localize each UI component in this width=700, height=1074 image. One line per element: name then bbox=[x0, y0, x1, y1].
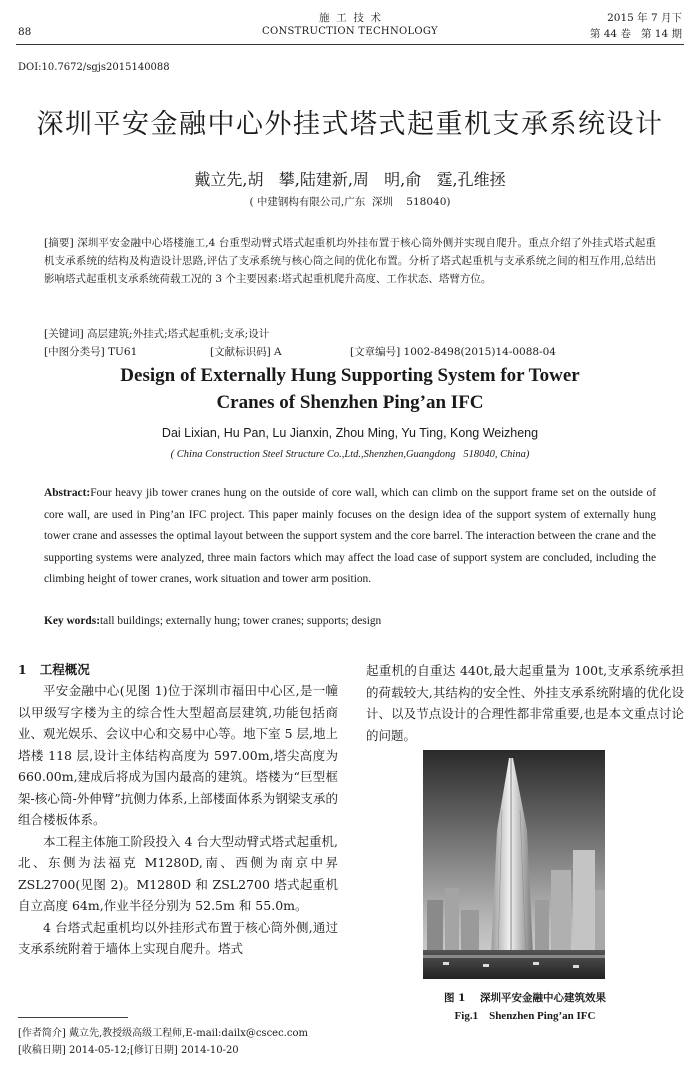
paragraph-2: 本工程主体施工阶段投入 4 台大型动臂式塔式起重机,北、东侧为法福克 M1280D,南、西侧为南京中昇 ZSL2700(见图 2)。M1280D 和 ZSL2700 塔式起重机自立高度 64m,作业半径分别为 52.5m 和 55.0m。 bbox=[18, 833, 338, 913]
footnote-author-text: 戴立先,教授级高级工程师,E-mail:dailx@cscec.com bbox=[69, 1028, 308, 1039]
issue-volume: 第 44 卷 第 14 期 bbox=[589, 28, 682, 40]
footnote-dates-label: [收稿日期] bbox=[18, 1045, 66, 1056]
paragraph-1: 平安金融中心(见图 1)位于深圳市福田中心区,是一幢以甲级写字楼为主的综合性大型超高层建筑,功能包括商业、观光娱乐、会议中心和交易中心等。地下室 5 层,地上塔楼 118 层,设计主体结构高度为 597.00m,塔尖高度为 660.00m,建成后将成为国内最高的建筑。塔楼为“巨型框架-核心筒-外伸臂”抗侧力体系,上部楼面体系为钢梁支承的组合楼板体系。 bbox=[18, 683, 338, 827]
affiliation-en: ( China Construction Steel Structure Co.,Ltd.,Shenzhen,Guangdong 518040, China) bbox=[170, 449, 530, 460]
tower-rendering-graphic bbox=[423, 750, 605, 979]
classification-row bbox=[44, 344, 656, 360]
right-column-body bbox=[366, 660, 684, 746]
left-column-body bbox=[18, 680, 338, 960]
footnote-rule bbox=[18, 1017, 128, 1018]
abstract-cn bbox=[44, 234, 656, 288]
footnote-author-label: [作者简介] bbox=[18, 1028, 66, 1039]
journal-name-cn: 施 工 技 术 bbox=[318, 12, 382, 24]
title-cn: 深圳平安金融中心外挂式塔式起重机支承系统设计 bbox=[36, 109, 664, 140]
keywords-en-text: tall buildings; externally hung; tower cranes; supports; design bbox=[100, 615, 382, 627]
keywords-en-label: Key words bbox=[44, 615, 97, 627]
authors-cn: 戴立先,胡 攀,陆建新,周 明,俞 霆,孔维拯 bbox=[194, 170, 506, 189]
figure-1-image bbox=[423, 750, 605, 979]
keywords-cn-label: [关键词] bbox=[44, 328, 84, 340]
doi: DOI:10.7672/sgjs2015140088 bbox=[18, 62, 170, 73]
paragraph-3: 4 台塔式起重机均以外挂形式布置于核心筒外侧,通过支承系统附着于墙体上实现自爬升。塔式 bbox=[18, 919, 338, 956]
footnote-dates bbox=[18, 1041, 239, 1056]
footnote-author bbox=[18, 1024, 308, 1039]
title-en-line2: Cranes of Shenzhen Ping’an IFC bbox=[216, 392, 484, 413]
abstract-cn-label: [摘要] bbox=[44, 237, 74, 249]
title-en-line1: Design of Externally Hung Supporting System for Tower bbox=[120, 365, 580, 386]
clc-code: [中图分类号] TU61 bbox=[44, 346, 138, 358]
doc-code: [文献标识码] A bbox=[210, 346, 282, 358]
affiliation-cn: ( 中建钢构有限公司,广东 深圳 518040) bbox=[249, 196, 451, 208]
abstract-en: Abstract:Four heavy jib tower cranes hung on the outside of core wall, which can climb on the support frame set on the outside of core wall, are used in Ping’an IFC project. This paper mainly focuses on the design idea of the support system of externally hung tower crane and assesses the optimal layout between the support system and the core barrel. The interaction between the crane and the supporting systems were analyzed, three main factors which may affect the load case of support system are concluded, including the climbing height of tower cranes, work situation and tower arm position. bbox=[44, 487, 656, 585]
issue-date: 2015 年 7 月下 bbox=[607, 12, 682, 24]
keywords-cn-text: 高层建筑;外挂式;塔式起重机;支承;设计 bbox=[87, 328, 270, 340]
article-number: [文章编号] 1002-8498(2015)14-0088-04 bbox=[350, 346, 556, 358]
page-number: 88 bbox=[18, 26, 32, 38]
abstract-en-text: Four heavy jib tower cranes hung on the outside of core wall, which can climb on the support frame set on the outside of core wall, are used in Ping’an IFC project. This paper mainly focuses on the design idea of the support system of externally hung tower crane and assesses the optimal layout between the support system and the core barrel. The interaction between the crane and the supporting systems were analyzed, three main factors which may affect the load case of support system are concluded, including the climbing height of tower cranes, work situation and tower arm position. bbox=[44, 487, 656, 585]
figure-1-caption-en: Fig.1 Shenzhen Ping’an IFC bbox=[454, 1010, 596, 1022]
journal-name-en: CONSTRUCTION TECHNOLOGY bbox=[262, 26, 438, 37]
header-rule bbox=[16, 44, 684, 45]
paragraph-4: 起重机的自重达 440t,最大起重量为 100t,支承系统承担的荷载较大,其结构的安全性、外挂支承系统附墙的优化设计、以及节点设计的合理性都非常重要,也是本文重点讨论的问题。 bbox=[366, 663, 684, 743]
keywords-en: Key words:tall buildings; externally hung; tower cranes; supports; design bbox=[44, 615, 382, 627]
abstract-en-label: Abstract bbox=[44, 487, 87, 499]
abstract-cn-text: 深圳平安金融中心塔楼施工,4 台重型动臂式塔式起重机均外挂布置于核心筒外侧并实现自爬升。重点介绍了外挂式塔式起重机支承系统的结构及构造设计思路,评估了支承系统与核心筒之间的优化布置。分析了塔式起重机与支承系统之间的相互作用,总结出影响塔式起重机支承系统荷载工况的 3 个主要因素:塔式起重机爬升高度、工作状态、塔臂方位。 bbox=[44, 237, 656, 285]
footnote-dates-text: 2014-05-12;[修订日期] 2014-10-20 bbox=[69, 1045, 239, 1056]
section-1-heading: 1 工程概况 bbox=[18, 662, 90, 677]
authors-en: Dai Lixian, Hu Pan, Lu Jianxin, Zhou Ming, Yu Ting, Kong Weizheng bbox=[161, 426, 539, 440]
figure-1-caption-cn: 图 1 深圳平安金融中心建筑效果 bbox=[443, 992, 607, 1004]
keywords-cn bbox=[44, 326, 656, 341]
